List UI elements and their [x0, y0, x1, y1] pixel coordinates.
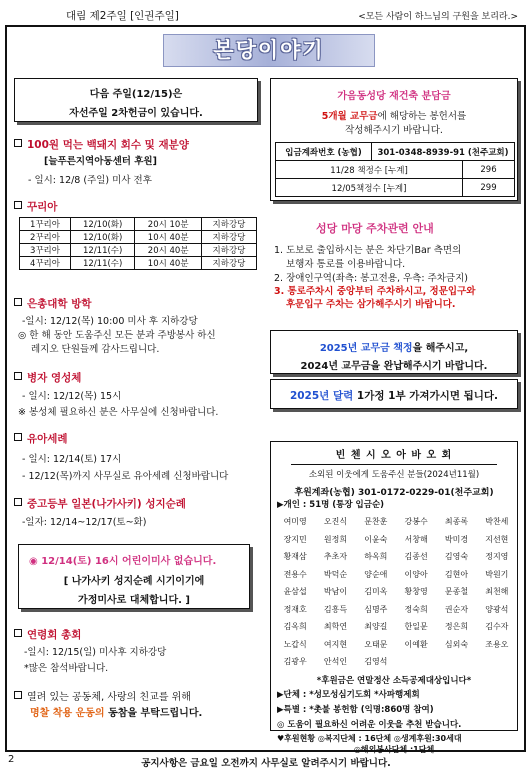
donor-name: 황창영 — [404, 587, 428, 597]
parking-l1: 1. 도보로 출입하시는 분은 차단기Bar 측면의 — [274, 245, 462, 256]
table-cell: 12/10(화) — [70, 231, 134, 244]
donor-name: 양광석 — [485, 604, 509, 614]
donor-name — [436, 653, 476, 671]
table-cell: 12/10(화) — [70, 218, 134, 231]
kyomu-line2: 2024년 교무금을 완납해주시기 바랍니다. — [300, 361, 488, 372]
donor-name: 여지현 — [323, 639, 348, 649]
donor-name: 정은희 — [444, 622, 469, 632]
parking-title: 성당 마당 주차관련 안내 — [316, 222, 434, 235]
rebuild-table: 입금계좌번호 (농협) 301-0348-8939-91 (천주교회) 11/28 책정수 [누계] 296 12/05책정수 [누계] 299 — [275, 142, 515, 197]
kyomu-highlight: 2025년 교무금 책정 — [319, 343, 413, 354]
table-cell: 1꾸리아 — [20, 218, 71, 231]
infant-line1: - 일시: 12/14(토) 17시 — [22, 454, 122, 465]
table-cell: 10시 40분 — [135, 257, 202, 270]
vincent-note3: ▶특별 : *촛불 봉헌함 (익명:860명 참여) — [277, 704, 434, 715]
donor-name: 문찬훈 — [364, 517, 388, 527]
donor-name: 김종선 — [404, 552, 428, 562]
donor-name: 한일문 — [404, 622, 428, 632]
donor-name: 안석인 — [323, 657, 348, 667]
vincent-note1: *후원금은 연말정산 소득공제대상입니다* — [316, 675, 472, 686]
table-cell: 지하강당 — [201, 218, 256, 231]
table-cell: 20시 40분 — [135, 244, 202, 257]
vincent-subtitle: 소외된 이웃에게 도움주신 분들(2024년11월) — [308, 470, 480, 480]
parking-l3b: 후문입구 주차는 삼가해주시기 바랍니다. — [286, 299, 456, 310]
pig-section-title: 100원 먹는 백돼지 회수 및 재분양 — [14, 137, 189, 152]
donor-name: 권순자 — [444, 604, 469, 614]
children-line2: [ 나가사키 성지순례 시기이기에 — [63, 576, 205, 587]
parking-l2: 2. 장애인구역(좌측: 봉고전용, 우측: 주차금지) — [274, 273, 468, 284]
donor-name: 이윤숙 — [364, 534, 388, 544]
square-bullet-icon — [14, 372, 22, 380]
donor-name: 심명주 — [364, 604, 388, 614]
yeonryeong-line2: *많은 참석바랍니다. — [24, 663, 109, 674]
donor-name: 오태문 — [364, 639, 388, 649]
silver-line1: -일시: 12/12(목) 10:00 미사 후 지하강당 — [22, 316, 198, 327]
donor-name: 정숙희 — [404, 604, 428, 614]
vincent-box — [270, 441, 518, 754]
square-bullet-icon — [14, 139, 22, 147]
infant-section-title: 유아세례 — [14, 431, 68, 446]
table-row — [275, 531, 517, 549]
children-line3: 가정미사로 대체합니다. ] — [78, 595, 190, 606]
vincent-note6: ◎해외봉사단체 :1단체 — [353, 744, 435, 754]
donor-name: 조용오 — [485, 639, 509, 649]
table-row — [20, 218, 257, 231]
donor-name: 심외숙 — [444, 639, 469, 649]
infant-line2: - 12/12(목)까지 사무실로 유아세례 신청바랍니다 — [22, 471, 229, 482]
account-label: 입금계좌번호 (농협) — [276, 143, 372, 161]
donor-name: 박미경 — [444, 534, 469, 544]
donor-name: 김영석 — [364, 657, 388, 667]
donor-name: 정재호 — [283, 604, 307, 614]
donor-name: 강봉수 — [404, 517, 428, 527]
yeonryeong-section-title: 연령회 총회 — [14, 627, 81, 642]
donor-name — [477, 653, 517, 671]
table-row — [275, 513, 517, 531]
table-row — [275, 548, 517, 566]
children-mass-box — [18, 544, 250, 609]
donor-name: 김영숙 — [444, 552, 469, 562]
sick-section-title: 병자 영성체 — [14, 370, 81, 385]
donor-name: 이양아 — [404, 569, 428, 579]
donor-name: 최양길 — [364, 622, 388, 632]
parking-l1b: 보행자 통로를 이용바랍니다. — [286, 259, 406, 270]
donor-name: 김흥득 — [323, 604, 348, 614]
rebuild-months: 5개월 교무금 — [321, 111, 378, 122]
parking-l3: 3. 통로주차시 중앙부터 주차하시고, 정문입구와 — [274, 286, 476, 297]
square-bullet-icon — [14, 298, 22, 306]
table-row — [275, 566, 517, 584]
donor-name: 박원기 — [485, 569, 509, 579]
donor-name: 최종록 — [444, 517, 469, 527]
square-bullet-icon — [14, 691, 22, 699]
donor-name: 김광우 — [283, 657, 307, 667]
donor-name: 박덕순 — [323, 569, 348, 579]
donor-name: 황재삼 — [283, 552, 307, 562]
square-bullet-icon — [14, 433, 22, 441]
page-header — [0, 8, 532, 22]
table-cell: 20시 10분 — [135, 218, 202, 231]
square-bullet-icon — [14, 201, 22, 209]
vincent-individual: ▶개인 : 51명 (통장 입금순) — [277, 500, 385, 510]
table-row — [275, 618, 517, 636]
square-bullet-icon — [14, 629, 22, 637]
donor-name: 여미영 — [283, 517, 307, 527]
donor-name: 지선현 — [485, 534, 509, 544]
table-cell: 지하강당 — [201, 257, 256, 270]
vincent-note5: ♥후원현황 ◎복지단체 : 16단체 ◎생계후원:30세대 — [277, 733, 462, 743]
header-left: 대림 제2주일 [인권주일] — [66, 10, 179, 22]
vincent-title: 빈 첸 시 오 아 바 오 회 — [335, 450, 453, 461]
table-row — [275, 636, 517, 654]
donor-name: 오진식 — [323, 517, 348, 527]
notice-line1: 다음 주일(12/15)은 — [89, 89, 183, 100]
donor-name: 문종철 — [444, 587, 469, 597]
account-value: 301-0348-8939-91 (천주교회) — [372, 143, 515, 161]
table-cell: 지하강당 — [201, 231, 256, 244]
table-cell: 12/11(수) — [70, 257, 134, 270]
table-row — [20, 231, 257, 244]
square-bullet-icon — [14, 498, 22, 506]
vincent-note2: ▶단체 : *성모성심기도회 *사파행제회 — [277, 689, 420, 700]
silver-line3: 레지오 단원들께 감사드립니다. — [31, 344, 160, 355]
silver-section-title: 은총대학 방학 — [14, 296, 92, 311]
page-title-banner — [163, 34, 375, 67]
vincent-account: 후원계좌(농협) 301-0172-0229-01(천주교회) — [294, 488, 494, 498]
manners-line1-wrap: 열려 있는 공동체, 사랑의 친교를 위해 — [14, 688, 191, 703]
donor-name: 박남이 — [323, 587, 348, 597]
donor-name: 노갑식 — [283, 639, 307, 649]
calendar-box: 2025년 달력 1가정 1부 가져가시면 됩니다. — [270, 379, 518, 409]
table-cell: 2꾸리아 — [20, 231, 71, 244]
pilgrim-section-title: 중고등부 일본(나가사키) 성지순례 — [14, 496, 186, 511]
table-cell: 12/11(수) — [70, 244, 134, 257]
pig-date: - 일시: 12/8 (주일) 미사 전후 — [28, 175, 152, 186]
notice-line2: 자선주일 2차헌금이 있습니다. — [69, 108, 203, 119]
donor-name: 서창해 — [404, 534, 428, 544]
donor-name: 윤삼섭 — [283, 587, 307, 597]
silver-line2: ◎ 한 해 동안 도움주신 모든 분과 주방봉사 하신 — [18, 330, 216, 341]
kyomu-box: 2025년 교무금 책정을 해주시고, 2024년 교무금을 완납해주시기 바랍니다. — [270, 330, 518, 374]
calendar-highlight: 2025년 달력 — [289, 390, 354, 402]
donor-name: 김현아 — [444, 569, 469, 579]
sick-line1: - 일시: 12/12(목) 15시 — [22, 391, 122, 402]
table-row — [275, 583, 517, 601]
table-row — [20, 244, 257, 257]
donor-name: 이예환 — [404, 639, 428, 649]
rebuild-box: 가음동성당 재건축 분담금 5개월 교무금에 해당하는 봉헌서를 작성해주시기 바랍니다. 입금계좌번호 (농협) 301-0348-8939-91 (천주교회) 11/28 책정수 [누계] 296 12/05책정수 [누계] 299 — [270, 78, 518, 201]
donor-names-table — [275, 513, 517, 671]
table-cell: 4꾸리아 — [20, 257, 71, 270]
donor-name: 최학연 — [323, 622, 348, 632]
donor-name: 하옥희 — [364, 552, 388, 562]
donor-name: 최천해 — [485, 587, 509, 597]
table-cell: 10시 40분 — [135, 231, 202, 244]
donor-name: 양순애 — [364, 569, 388, 579]
vincent-note4: ◎ 도움이 필요하신 어려운 이웃을 추천 받습니다. — [277, 719, 462, 730]
donor-name — [396, 653, 436, 671]
donor-name: 김수자 — [485, 622, 509, 632]
donor-name: 장지민 — [283, 534, 307, 544]
notice-box — [14, 78, 258, 122]
rebuild-title: 가음동성당 재건축 분담금 — [337, 91, 451, 102]
donor-name: 전용수 — [283, 569, 307, 579]
manners-line2: 명찰 착용 운동의 동참을 부탁드립니다. — [30, 708, 203, 719]
kkuria-section-title: 꾸리아 — [14, 199, 57, 214]
table-row — [275, 653, 517, 671]
pig-sub: [늘푸른지역아동센터 후원] — [44, 156, 157, 167]
yeonryeong-line1: -일시: 12/15(일) 미사후 지하강당 — [24, 647, 167, 658]
donor-name: 추초자 — [323, 552, 348, 562]
donor-name: 김옥희 — [283, 622, 307, 632]
footer-note: 공지사항은 금요일 오전까지 사무실로 알려주시기 바랍니다. — [141, 758, 391, 769]
donor-name: 정지영 — [485, 552, 509, 562]
sick-line2: ※ 봉성체 필요하신 분은 사무실에 신청바랍니다. — [18, 407, 219, 418]
rebuild-line2: 작성해주시기 바랍니다. — [345, 125, 443, 136]
pilgrim-line1: -일자: 12/14~12/17(토~화) — [22, 517, 147, 528]
page-title: 본당이야기 — [213, 38, 325, 62]
children-line1: ◉ 12/14(토) 16시 어린이미사 없습니다. — [29, 556, 217, 567]
header-right: <모든 사람이 하느님의 구원을 보리라.> — [358, 12, 518, 22]
donor-name: 김미옥 — [364, 587, 388, 597]
donor-name: 원정희 — [323, 534, 348, 544]
donor-name: 박찬세 — [485, 517, 509, 527]
kkuria-table — [19, 217, 257, 270]
table-row — [275, 601, 517, 619]
table-row — [20, 257, 257, 270]
page-number: 2 — [8, 754, 15, 765]
table-cell: 지하강당 — [201, 244, 256, 257]
table-cell: 3꾸리아 — [20, 244, 71, 257]
